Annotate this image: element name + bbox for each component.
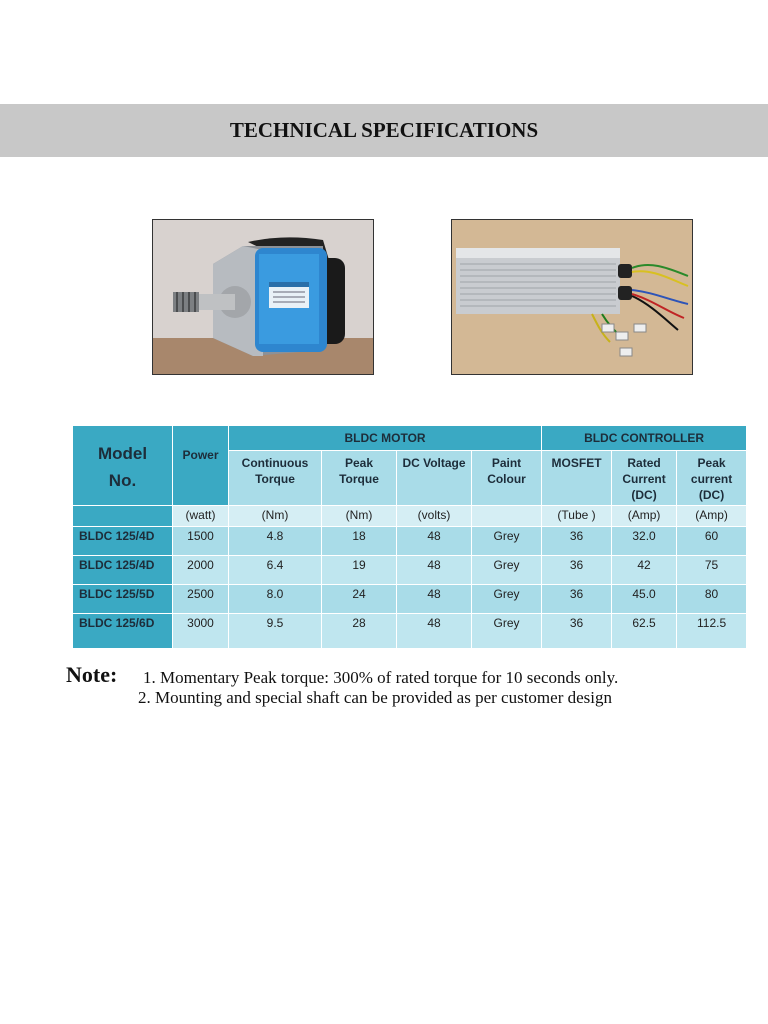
unit-cell: (Amp) (677, 506, 747, 527)
table-cell: 80 (677, 585, 747, 614)
table-row (73, 614, 747, 649)
table-cell: 42 (612, 556, 677, 585)
table-cell: 2500 (173, 585, 229, 614)
table-row (73, 527, 747, 556)
table-cell: 48 (397, 527, 472, 556)
table-cell: Grey (472, 585, 542, 614)
spec-table (72, 425, 747, 649)
units-blank (73, 506, 173, 527)
bldc-motor-header: BLDC MOTOR (229, 426, 542, 451)
units-row (73, 506, 747, 527)
table-cell: 9.5 (229, 614, 322, 649)
col-paint-colour: Paint Colour (472, 451, 542, 506)
note-label: Note: (66, 662, 118, 687)
model-cell: BLDC 125/4D (73, 556, 173, 585)
table-cell: 48 (397, 556, 472, 585)
model-header-line2: No. (108, 471, 137, 490)
table-cell: 32.0 (612, 527, 677, 556)
col-continuous-torque: Continuous Torque (229, 451, 322, 506)
controller-photo (451, 219, 693, 375)
col-dc-voltage: DC Voltage (397, 451, 472, 506)
title-band (0, 104, 768, 157)
table-row (73, 556, 747, 585)
table-cell: Grey (472, 527, 542, 556)
model-cell: BLDC 125/4D (73, 527, 173, 556)
table-cell: 36 (542, 614, 612, 649)
table-cell: 112.5 (677, 614, 747, 649)
table-cell: 6.4 (229, 556, 322, 585)
table-cell: 45.0 (612, 585, 677, 614)
table-cell: 60 (677, 527, 747, 556)
table-cell: 48 (397, 614, 472, 649)
unit-cell: (watt) (173, 506, 229, 527)
col-mosfet: MOSFET (542, 451, 612, 506)
unit-cell: (Amp) (612, 506, 677, 527)
unit-cell: (Tube ) (542, 506, 612, 527)
col-rated-current: Rated Current (DC) (612, 451, 677, 506)
bldc-controller-header: BLDC CONTROLLER (542, 426, 747, 451)
model-header-line1: Model (97, 444, 148, 463)
table-cell: 36 (542, 556, 612, 585)
table-cell: 18 (322, 527, 397, 556)
table-cell: 62.5 (612, 614, 677, 649)
col-peak-current: Peak current (DC) (677, 451, 747, 506)
table-cell: 8.0 (229, 585, 322, 614)
table-cell: 36 (542, 527, 612, 556)
unit-cell: (Nm) (322, 506, 397, 527)
table-cell: 36 (542, 585, 612, 614)
unit-cell (472, 506, 542, 527)
table-cell: 1500 (173, 527, 229, 556)
table-cell: 2000 (173, 556, 229, 585)
note-item: 2. Mounting and special shaft can be provided as per customer design (138, 688, 612, 707)
table-cell: 28 (322, 614, 397, 649)
model-cell: BLDC 125/6D (73, 614, 173, 649)
col-peak-torque: Peak Torque (322, 451, 397, 506)
page-title: TECHNICAL SPECIFICATIONS (229, 118, 539, 142)
table-row (73, 585, 747, 614)
power-header: Power (173, 426, 229, 506)
model-header (73, 426, 173, 506)
table-cell: Grey (472, 614, 542, 649)
table-cell: 75 (677, 556, 747, 585)
motor-illustration (153, 220, 373, 374)
table-cell: 24 (322, 585, 397, 614)
table-cell: Grey (472, 556, 542, 585)
table-cell: 19 (322, 556, 397, 585)
model-cell: BLDC 125/5D (73, 585, 173, 614)
table-cell: 48 (397, 585, 472, 614)
table-cell: 4.8 (229, 527, 322, 556)
note-item: 1. Momentary Peak torque: 300% of rated torque for 10 seconds only. (143, 668, 619, 687)
table-cell: 3000 (173, 614, 229, 649)
motor-photo (152, 219, 374, 375)
unit-cell: (volts) (397, 506, 472, 527)
controller-illustration (452, 220, 692, 374)
unit-cell: (Nm) (229, 506, 322, 527)
